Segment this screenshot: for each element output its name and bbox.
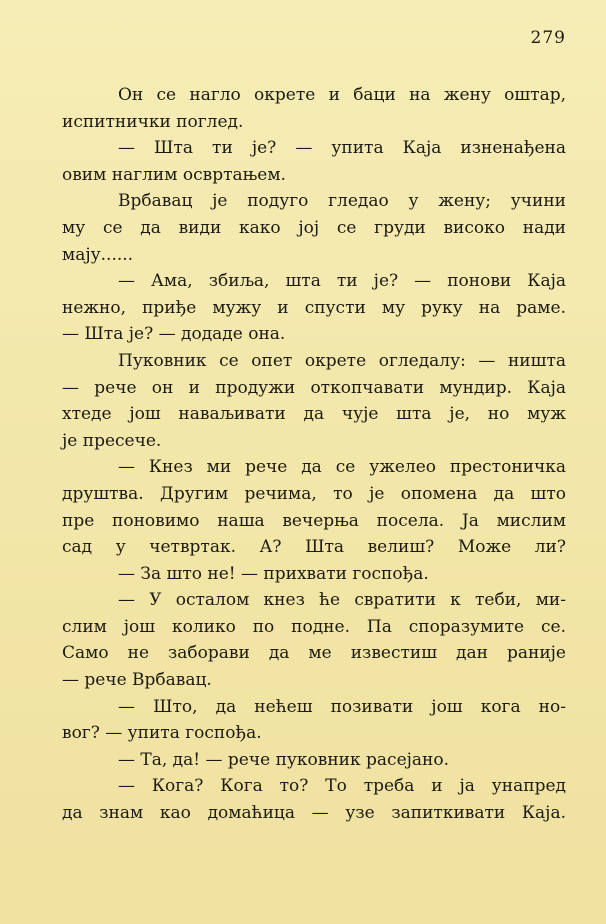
text-line: — За што не! — прихвати госпођа. (118, 563, 429, 584)
text-line: вог? — упита госпођа. (62, 723, 262, 744)
text-line: је пресече. (62, 430, 162, 451)
text-line: испитнички поглед. (62, 111, 244, 132)
text-line: пре поновимо наша вечерња посела. Ја мислим (62, 510, 566, 531)
text-line: Само не заборави да ме известиш дан раније (62, 643, 566, 664)
text-line: — Шта ти је? — упита Каја изненађена (118, 138, 566, 159)
text-line: — Шта је? — додаде она. (62, 324, 286, 345)
page-body-text (62, 82, 566, 827)
text-line: да знам као домаћица — узе запиткивати Каја. (62, 803, 566, 824)
text-line: друштва. Другим речима, то је опомена да што (62, 483, 566, 504)
text-line: Врбавац је подуго гледао у жену; учини (118, 191, 566, 212)
text-line: — У осталом кнез ће свратити к теби, ми- (118, 590, 566, 611)
text-line: слим још колико по подне. Па споразумите се. (62, 616, 566, 637)
text-line: мају...... (62, 244, 134, 265)
text-line: — Ама, збиља, шта ти је? — понови Каја (118, 271, 566, 292)
text-line: нежно, приђе мужу и спусти му руку на раме. (62, 297, 566, 318)
text-line: — Што, да нећеш позивати још кога но- (118, 696, 566, 717)
text-line: сад у четвртак. А? Шта велиш? Може ли? (62, 537, 566, 558)
text-line: хтеде још наваљивати да чује шта је, но муж (62, 404, 566, 425)
text-line: — Та, да! — рече пуковник расејано. (118, 749, 450, 770)
text-line: — Кнез ми рече да се ужелео престоничка (118, 457, 566, 478)
text-line: овим наглим освртањем. (62, 164, 286, 185)
text-line: му се да види како јој се груди високо нади (62, 217, 566, 238)
text-line: — рече он и продужи откопчавати мундир. Каја (62, 377, 566, 398)
text-line: Он се нагло окрете и баци на жену оштар, (118, 85, 566, 105)
text-line: — рече Врбавац. (62, 670, 212, 691)
page-number: 279 (530, 28, 566, 48)
text-line: Пуковник се опет окрете огледалу: — ништа (118, 350, 566, 371)
text-line: — Кога? Кога то? То треба и ја унапред (118, 776, 566, 797)
